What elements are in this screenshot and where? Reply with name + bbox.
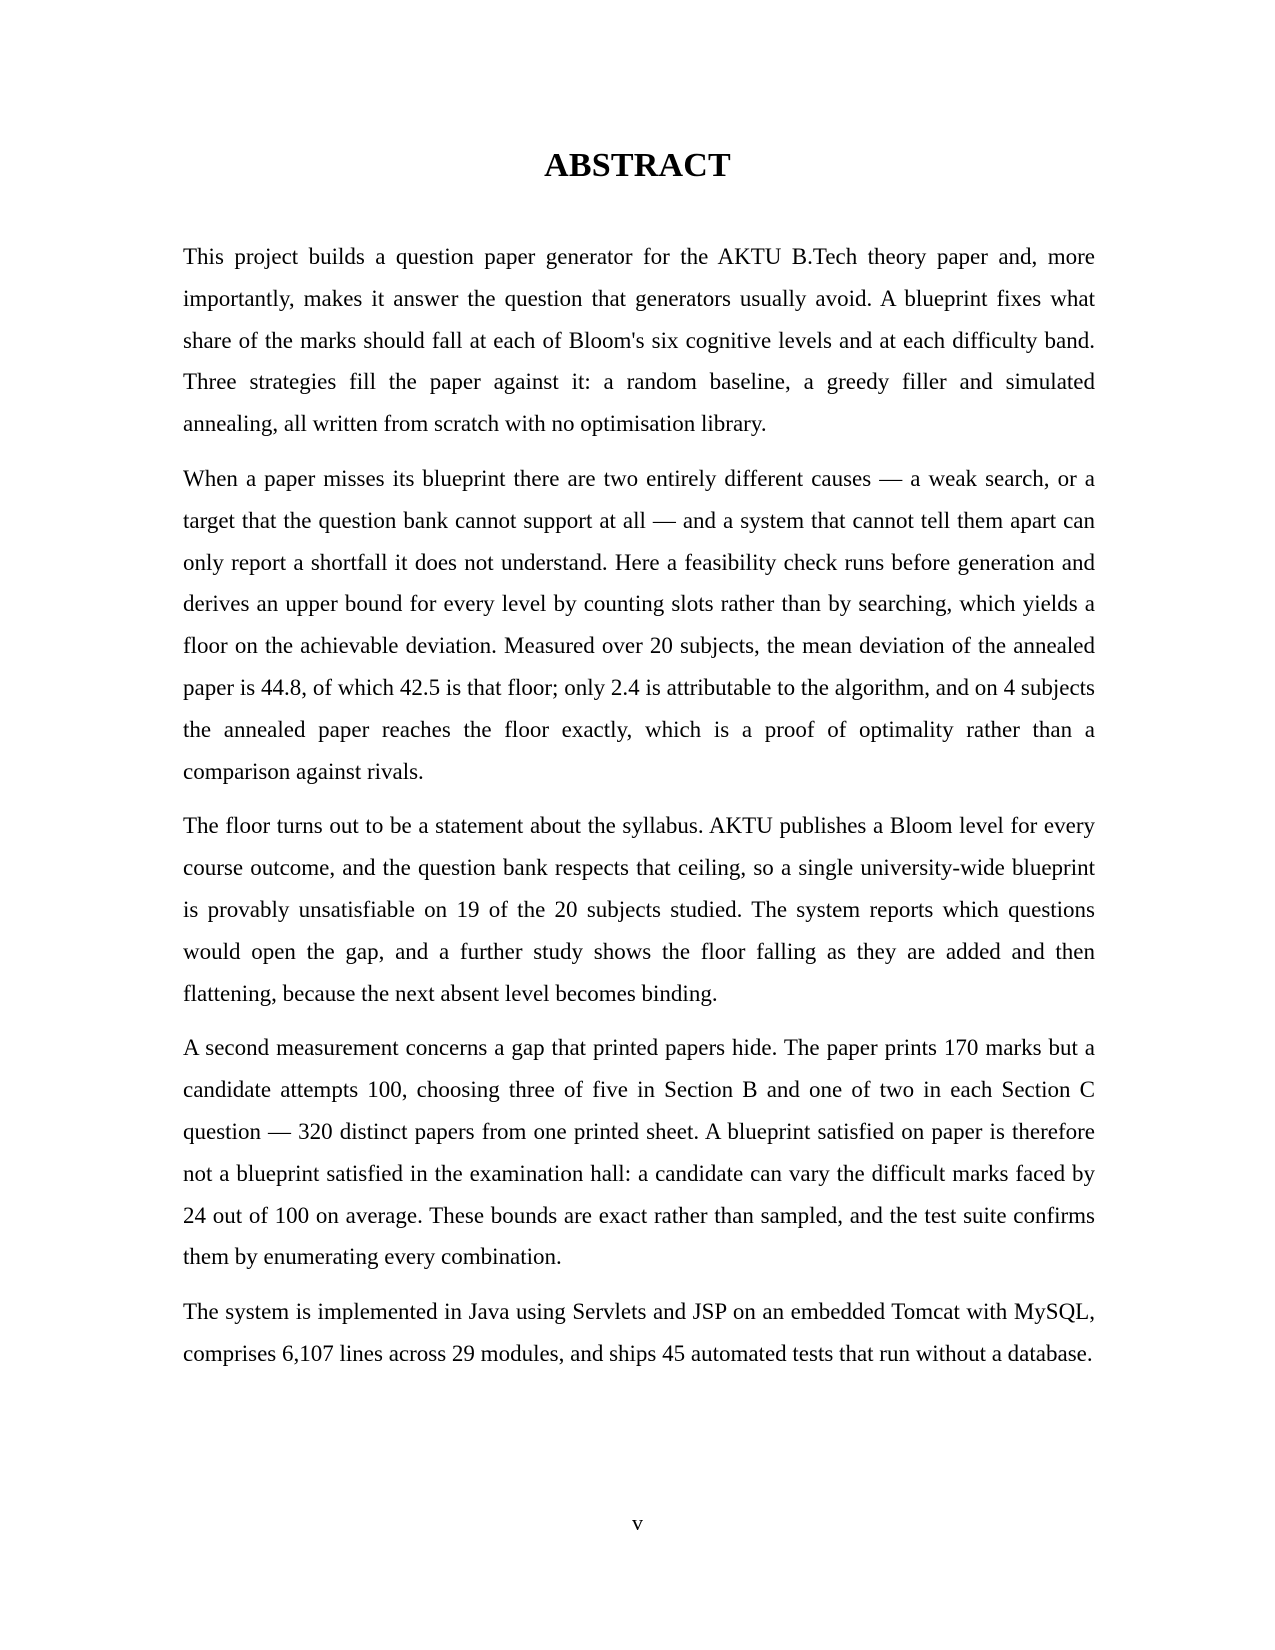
- page-title: ABSTRACT: [544, 147, 731, 184]
- page-number: v: [632, 1510, 643, 1535]
- paragraph-1: This project builds a question paper generator for the AKTU B.Tech theory paper and, more importantly, makes it answer the question that generators usually avoid. A blueprint fixes what share of the marks should fall at each of Bloom's six cognitive levels and at each difficulty band. Three strategies fill the paper against it: a random baseline, a greedy filler and simulated annealing, all written from scratch with no optimisation library.: [183, 244, 1095, 437]
- abstract-body: [183, 236, 1095, 1388]
- paragraph-3: The floor turns out to be a statement about the syllabus. AKTU publishes a Bloom level for every course outcome, and the question bank respects that ceiling, so a single university-wide blueprint is provably unsatisfiable on 19 of the 20 subjects studied. The system reports which questions would open the gap, and a further study shows the floor falling as they are added and then flattening, because the next absent level becomes binding.: [183, 813, 1095, 1006]
- paragraph-5: The system is implemented in Java using Servlets and JSP on an embedded Tomcat with MySQL, comprises 6,107 lines across 29 modules, and ships 45 automated tests that run without a database.: [183, 1299, 1095, 1366]
- paragraph-4: A second measurement concerns a gap that printed papers hide. The paper prints 170 marks but a candidate attempts 100, choosing three of five in Section B and one of two in each Section C question — 320 distinct papers from one printed sheet. A blueprint satisfied on paper is therefore not a blueprint satisfied in the examination hall: a candidate can vary the difficult marks faced by 24 out of 100 on average. These bounds are exact rather than sampled, and the test suite confirms them by enumerating every combination.: [183, 1035, 1095, 1270]
- paragraph-2: When a paper misses its blueprint there are two entirely different causes — a weak search, or a target that the question bank cannot support at all — and a system that cannot tell them apart can only report a shortfall it does not understand. Here a feasibility check runs before generation and derives an upper bound for every level by counting slots rather than by searching, which yields a floor on the achievable deviation. Measured over 20 subjects, the mean deviation of the annealed paper is 44.8, of which 42.5 is that floor; only 2.4 is attributable to the algorithm, and on 4 subjects the annealed paper reaches the floor exactly, which is a proof of optimality rather than a comparison against rivals.: [183, 465, 1095, 784]
